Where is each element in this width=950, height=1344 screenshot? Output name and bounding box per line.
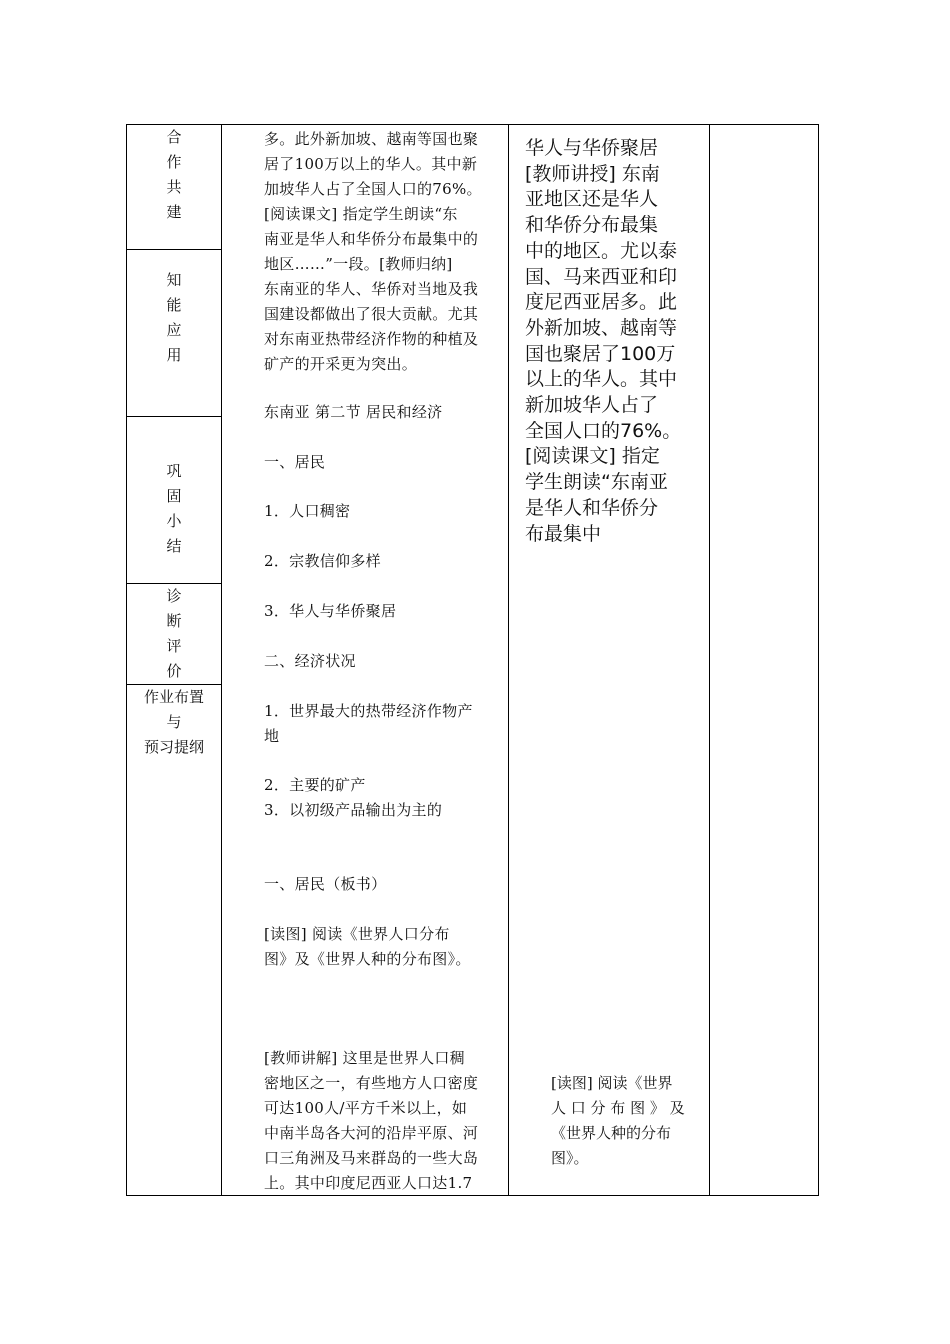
outline-item: 3．以初级产品输出为主的 [264,801,443,819]
text-line: 华人与华侨聚居 [525,137,659,159]
text-line: 南亚是华人和华侨分布最集中的 [264,230,479,248]
text-line: 图》。 [551,1149,589,1167]
label-line: 作业布置 [143,688,204,706]
right-column-text [525,136,683,547]
label-char: 作 [166,153,182,171]
label-char: 共 [166,178,182,196]
text-line: 亚地区还是华人 [525,188,659,211]
text-line: 对东南亚热带经济作物的种植及 [264,330,479,348]
text-line: 国、马来西亚和印 [525,265,678,288]
outline-item: 2．主要的矿产 [264,776,366,794]
section-title: 东南亚 第二节 居民和经济 [264,403,443,421]
text-line: 居了100万以上的华人。其中新 [264,155,478,173]
row-divider-2 [126,416,222,417]
outline-item: 1．人口稠密 [264,502,351,520]
text-line: 中南半岛各大河的沿岸平原、河 [264,1124,479,1142]
label-char: 断 [166,612,182,630]
text-line: 密地区之一，有些地方人口密度 [264,1074,479,1092]
text-line: 和华侨分布最集 [525,214,659,237]
table-top-border [126,124,819,125]
text-line: 地区……”一段。[教师归纳] [264,255,453,273]
label-char: 用 [166,346,182,364]
text-line: 多。此外新加坡、越南等国也聚 [264,130,479,148]
text-line: 1．世界最大的热带经济作物产 [264,702,473,720]
text-line: 外新加坡、越南等 [525,316,678,339]
teacher-explain-paragraph [264,1046,504,1196]
outline-item: 2．宗教信仰多样 [264,552,381,570]
read-map-paragraph [264,922,504,972]
label-char: 结 [166,537,182,555]
table-col-divider-2 [508,124,509,1196]
outline-heading-2: 二、经济状况 [264,652,356,670]
row-divider-1 [126,249,222,250]
label-zhineng-yingyong [127,268,221,368]
text-line: 《世界人种的分布 [551,1124,672,1142]
outline-heading-1: 一、居民 [264,453,326,471]
right-read-map-paragraph [551,1071,703,1171]
text-line: 加坡华人占了全国人口的76%。 [264,180,482,198]
text-line: 可达100人/平方千米以上，如 [264,1099,468,1117]
label-zuoye-buzhi [127,685,221,760]
text-line: 全国人口的76%。 [525,419,682,442]
text-line: [教师讲解] 这里是世界人口稠 [264,1049,465,1067]
text-line: [读图] 阅读《世界 [551,1074,673,1092]
label-char: 巩 [166,462,182,480]
text-line: [教师讲授] 东南 [525,162,660,185]
label-char: 评 [166,637,182,655]
outline-item [264,699,504,749]
text-line: 度尼西亚居多。此 [525,291,678,314]
outline-item: 3．华人与华侨聚居 [264,602,397,620]
text-line: 以上的华人。其中 [525,368,678,391]
text-line: [读图] 阅读《世界人口分布 [264,925,450,943]
label-gonggu-xiaojie [127,459,221,559]
label-char: 价 [166,662,182,680]
text-line: 国也聚居了100万 [525,342,676,365]
label-char: 合 [166,128,182,146]
label-char: 小 [166,512,182,530]
label-char: 知 [166,271,182,289]
text-line: 图》及《世界人种的分布图》。 [264,950,471,968]
text-line: 中的地区。尤以泰 [525,239,678,262]
label-char: 诊 [166,587,182,605]
label-hezuo-gongjian [127,125,221,225]
label-char: 固 [166,487,182,505]
label-char: 能 [166,296,182,314]
label-line: 与 [166,713,182,731]
text-line: 布最集中 [525,522,602,545]
table-col-divider-1 [221,124,222,1196]
label-char: 应 [166,321,182,339]
text-line: 是华人和华侨分 [525,496,659,519]
text-line: [阅读课文] 指定 [525,445,660,468]
text-line: 地 [264,727,280,745]
text-line: 国建设都做出了很大贡献。尤其 [264,305,479,323]
text-line: 矿产的开采更为突出。 [264,355,418,373]
board-note: 一、居民（板书） [264,875,387,893]
label-line: 预习提纲 [143,738,204,756]
text-line: 上。其中印度尼西亚人口达1.7 [264,1174,473,1192]
text-line: 东南亚的华人、华侨对当地及我 [264,280,479,298]
intro-paragraph [264,127,504,377]
text-line: [阅读课文] 指定学生朗读“东 [264,205,458,223]
table-col-divider-3 [709,124,710,1196]
label-char: 建 [166,203,182,221]
table-right-border [818,124,819,1196]
text-line: 口三角洲及马来群岛的一些大岛 [264,1149,479,1167]
text-line: 人 口 分 布 图 》 及 [551,1099,685,1117]
text-line: 新加坡华人占了 [525,394,659,417]
text-line: 学生朗读“东南亚 [525,471,668,494]
label-zhenduan-pingjia [127,584,221,684]
